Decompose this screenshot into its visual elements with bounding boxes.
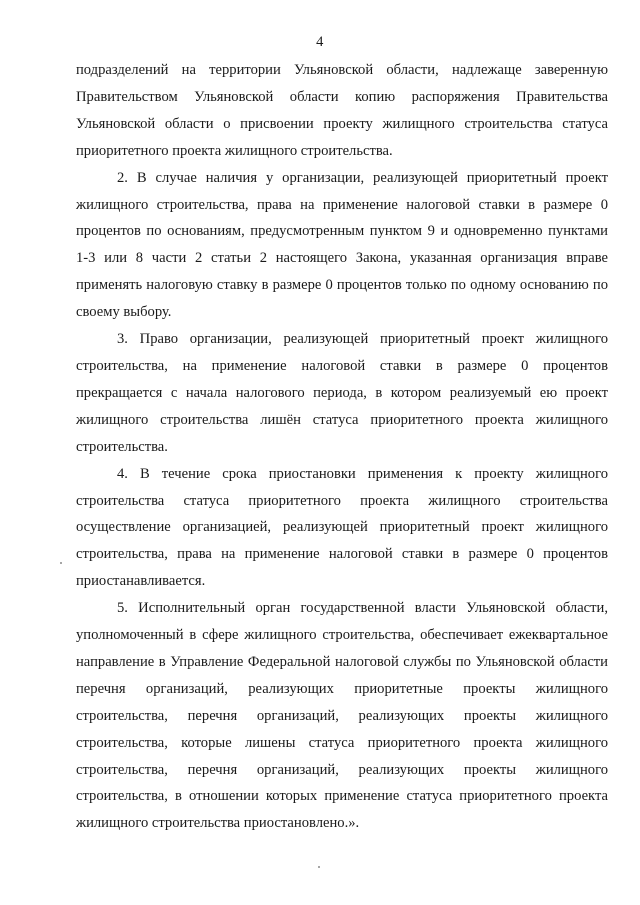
document-body <box>76 57 608 837</box>
paragraph-item-5: 5. Исполнительный орган государственной власти Ульяновской области, уполномоченный в сфере жилищного строительства, обеспечивает ежеквартальное направление в Управление Федеральной налоговой службы по Ульяновской области перечня организаций, реализующих приоритетные проекты жилищного строительства, перечня организаций, реализующих проекты жилищного строительства, которые лишены статуса приоритетного проекта жилищного строительства, перечня организаций, реализующих проекты жилищного строительства, в отношении которых применение статуса приоритетного проекта жилищного строительства приостановлено.». <box>76 600 608 832</box>
paragraph-item-2: 2. В случае наличия у организации, реализующей приоритетный проект жилищного строительства, права на применение налоговой ставки в размере 0 процентов по основаниям, предусмотренным пунктом 9 и одновременно пунктами 1-3 или 8 части 2 статьи 2 настоящего Закона, указанная организация вправе применять налоговую ставку в размере 0 процентов только по одному основанию по своему выбору. <box>76 169 608 321</box>
paragraph-item-4: 4. В течение срока приостановки применения к проекту жилищного строительства статуса приоритетного проекта жилищного строительства осуществление организацией, реализующей приоритетный проект жилищного строительства, права на применение налоговой ставки в размере 0 процентов приостанавливается. <box>76 465 608 590</box>
paragraph-continuation: подразделений на территории Ульяновской области, надлежаще заверенную Правительством Ульяновской области копию распоряжения Правительства Ульяновской области о присвоении проекту жилищного строительства статуса приоритетного проекта жилищного строительства. <box>76 62 608 159</box>
paragraph-item-3: 3. Право организации, реализующей приоритетный проект жилищного строительства, на применение налоговой ставки в размере 0 процентов прекращается с начала налогового периода, в котором реализуемый ею проект жилищного строительства лишён статуса приоритетного проекта жилищного строительства. <box>76 331 608 455</box>
scan-speck <box>318 866 320 868</box>
scan-speck <box>60 562 62 564</box>
page-number: 4 <box>316 34 324 50</box>
